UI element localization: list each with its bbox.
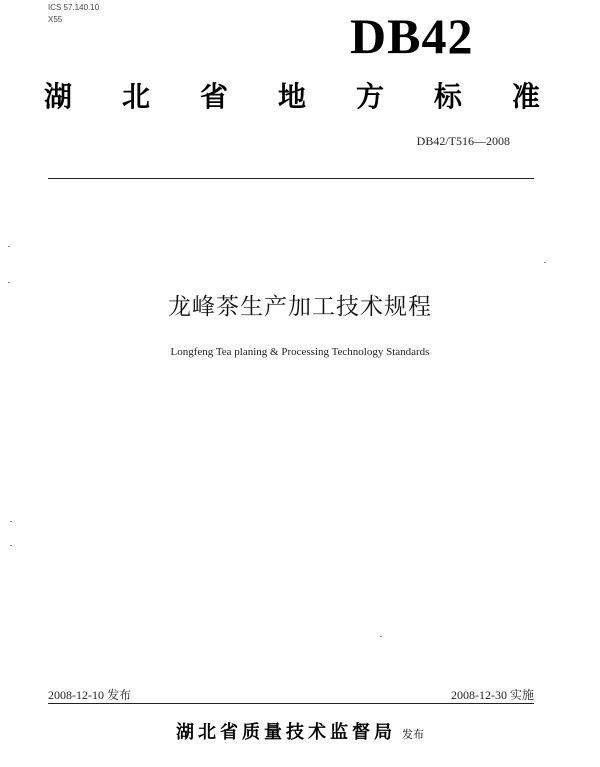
ics-code: ICS 57.140.10 xyxy=(48,3,100,12)
standard-type-char: 方 xyxy=(355,80,384,113)
class-code: X55 xyxy=(48,15,63,24)
document-title-chinese: 龙峰茶生产加工技术规程 xyxy=(168,294,432,320)
implementation-date: 2008-12-30 实施 xyxy=(451,688,534,702)
scan-speck xyxy=(10,545,12,546)
issue-date: 2008-12-10 发布 xyxy=(48,688,131,702)
footer-divider xyxy=(48,703,534,704)
scan-speck xyxy=(8,282,10,283)
standard-type-char: 地 xyxy=(277,80,306,113)
header-divider xyxy=(48,178,534,179)
classification-codes xyxy=(48,2,99,26)
scan-speck xyxy=(10,521,12,522)
scan-speck xyxy=(8,246,10,247)
standard-type-char: 北 xyxy=(121,80,150,113)
standard-type-char: 湖 xyxy=(44,80,73,113)
db42-logo: DB42 xyxy=(350,8,474,64)
issuer-action: 发布 xyxy=(402,728,424,741)
scan-speck xyxy=(544,262,546,263)
standard-type-heading xyxy=(44,80,540,114)
standard-type-char: 标 xyxy=(433,80,462,113)
standard-type-char: 省 xyxy=(199,80,228,113)
scan-speck xyxy=(380,636,382,637)
standard-type-char: 准 xyxy=(511,80,540,113)
issuing-authority xyxy=(0,718,600,744)
document-title-english: Longfeng Tea planing & Processing Technology Standards xyxy=(170,346,430,358)
standard-code: DB42/T516—2008 xyxy=(416,134,510,148)
issuer-organization: 湖北省质量技术监督局 xyxy=(176,722,396,743)
